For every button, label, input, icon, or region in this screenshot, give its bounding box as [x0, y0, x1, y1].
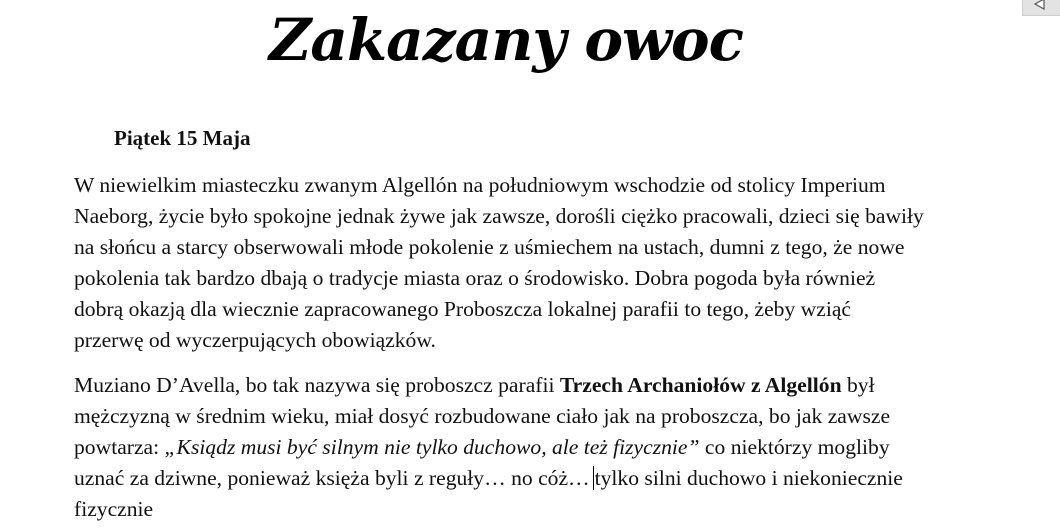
collapse-panel-button[interactable]	[1022, 0, 1060, 16]
paragraph-1-line: dobrą okazją dla wiecznie zapracowanego Proboszcza lokalnej parafii to tego, żeby wziąć	[74, 297, 851, 321]
paragraph-1-line: W niewielkim miasteczku zwanym Algellón na południowym wschodzie od stolicy Imperium	[74, 173, 886, 197]
text-run: był	[841, 373, 875, 397]
paragraph-2-line	[74, 432, 954, 463]
text-run: powtarza:	[74, 435, 165, 459]
text-run: uznać za dziwne, ponieważ księża byli z reguły… no cóż…	[74, 466, 590, 490]
italic-quote: „Ksiądz musi być silnym nie tylko duchowo, ale też fizycznie”	[164, 435, 700, 459]
paragraph-1	[74, 170, 954, 356]
paragraph-1-line: pokolenia tak bardzo dbają o tradycje miasta oraz o środowisko. Dobra pogoda była również	[74, 266, 876, 290]
text-run: co niektórzy mogliby	[699, 435, 890, 459]
paragraph-2-line: fizycznie	[74, 497, 154, 521]
paragraph-2	[74, 370, 954, 525]
triangle-left-icon	[1030, 0, 1048, 14]
date-heading: Piątek 15 Maja	[114, 126, 251, 150]
paragraph-2-line	[74, 370, 954, 401]
text-cursor	[593, 466, 594, 490]
paragraph-1-line: przerwę od wyczerpujących obowiązków.	[74, 328, 436, 352]
text-run: tylko silni duchowo i niekoniecznie	[594, 466, 903, 490]
paragraph-2-line: mężczyzną w średnim wieku, miał dosyć rozbudowane ciało jak na proboszcza, bo jak zawsze	[74, 404, 891, 428]
paragraph-1-line: Naeborg, życie było spokojne jednak żywe jak zawsze, dorośli ciężko pracowali, dzieci się bawiły	[74, 204, 924, 228]
document-title: Zakazany owoc	[269, 6, 743, 74]
paragraph-2-line	[74, 463, 954, 494]
text-run: Muziano D’Avella, bo tak nazywa się proboszcz parafii	[74, 373, 560, 397]
parish-name-bold: Trzech Archaniołów z Algellón	[559, 373, 842, 397]
paragraph-1-line: na słońcu a starcy obserwowali młode pokolenie z uśmiechem na ustach, dumni z tego, że nowe	[74, 235, 905, 259]
